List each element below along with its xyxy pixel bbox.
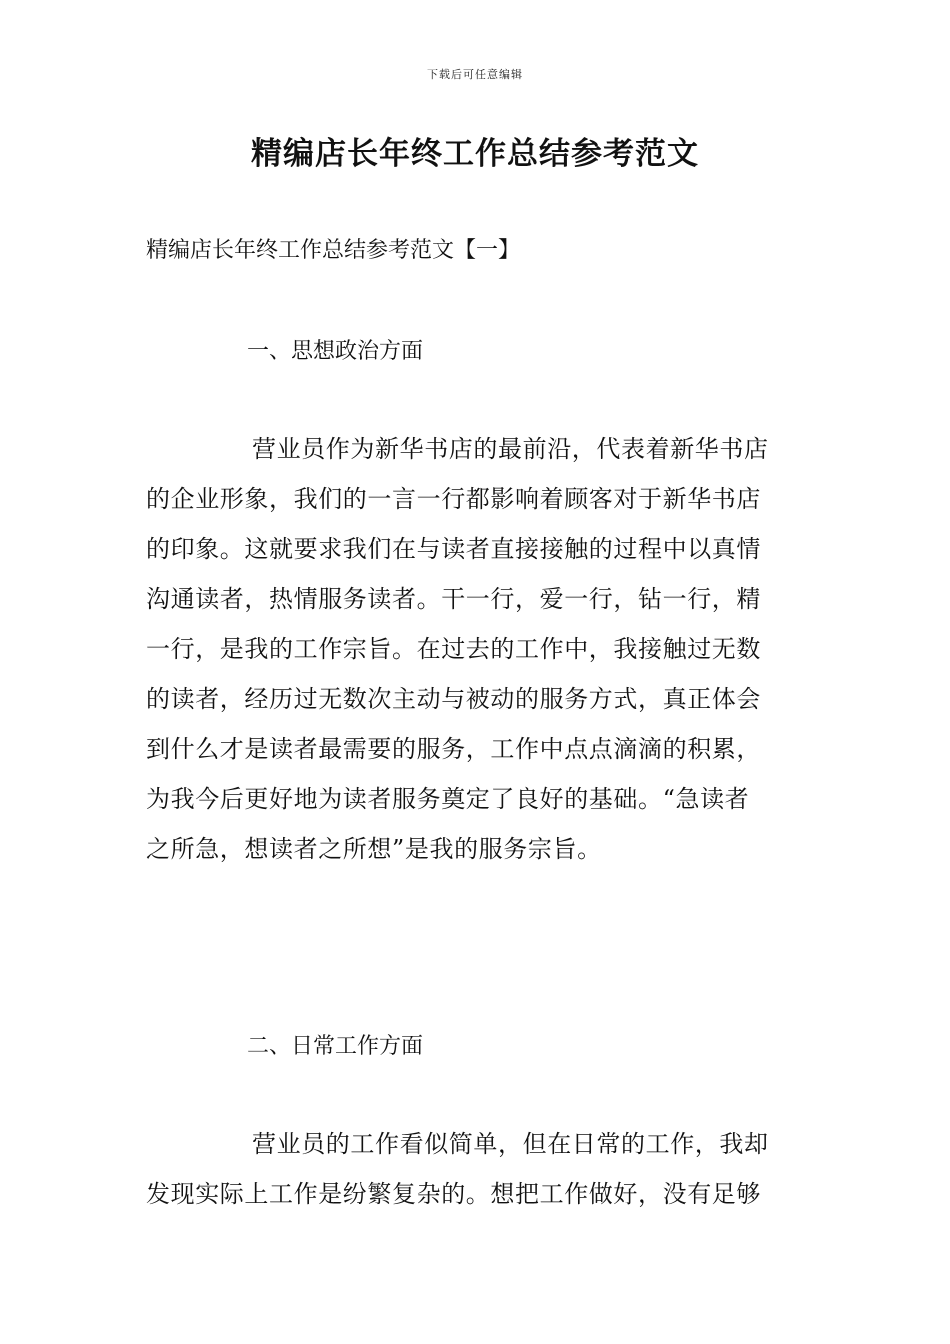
paragraph-political [146, 424, 806, 874]
paragraph-line: 为我今后更好地为读者服务奠定了良好的基础。“急读者 [146, 785, 750, 813]
document-subtitle: 精编店长年终工作总结参考范文【一】 [146, 238, 521, 263]
paragraph-line: 沟通读者，热情服务读者。干一行，爱一行，钻一行，精 [146, 585, 761, 613]
paragraph-line: 一行，是我的工作宗旨。在过去的工作中，我接触过无数 [146, 635, 761, 663]
paragraph-line: 的读者，经历过无数次主动与被动的服务方式，真正体会 [146, 685, 761, 713]
paragraph-line: 的印象。这就要求我们在与读者直接接触的过程中以真情 [146, 535, 761, 563]
paragraph-daily-work [146, 1119, 806, 1219]
paragraph-line: 的企业形象，我们的一言一行都影响着顾客对于新华书店 [146, 485, 761, 513]
document-title: 精编店长年终工作总结参考范文 [251, 136, 699, 172]
paragraph-line: 之所急，想读者之所想”是我的服务宗旨。 [146, 835, 602, 863]
section-heading-daily-work: 二、日常工作方面 [247, 1034, 424, 1059]
paragraph-line: 到什么才是读者最需要的服务，工作中点点滴滴的积累， [146, 735, 761, 763]
paragraph-line: 营业员作为新华书店的最前沿，代表着新华书店 [252, 435, 769, 463]
paragraph-line: 营业员的工作看似简单，但在日常的工作，我却 [252, 1130, 769, 1158]
header-note: 下载后可任意编辑 [427, 68, 523, 81]
section-heading-political: 一、思想政治方面 [247, 339, 424, 364]
paragraph-line: 发现实际上工作是纷繁复杂的。想把工作做好，没有足够 [146, 1180, 761, 1208]
